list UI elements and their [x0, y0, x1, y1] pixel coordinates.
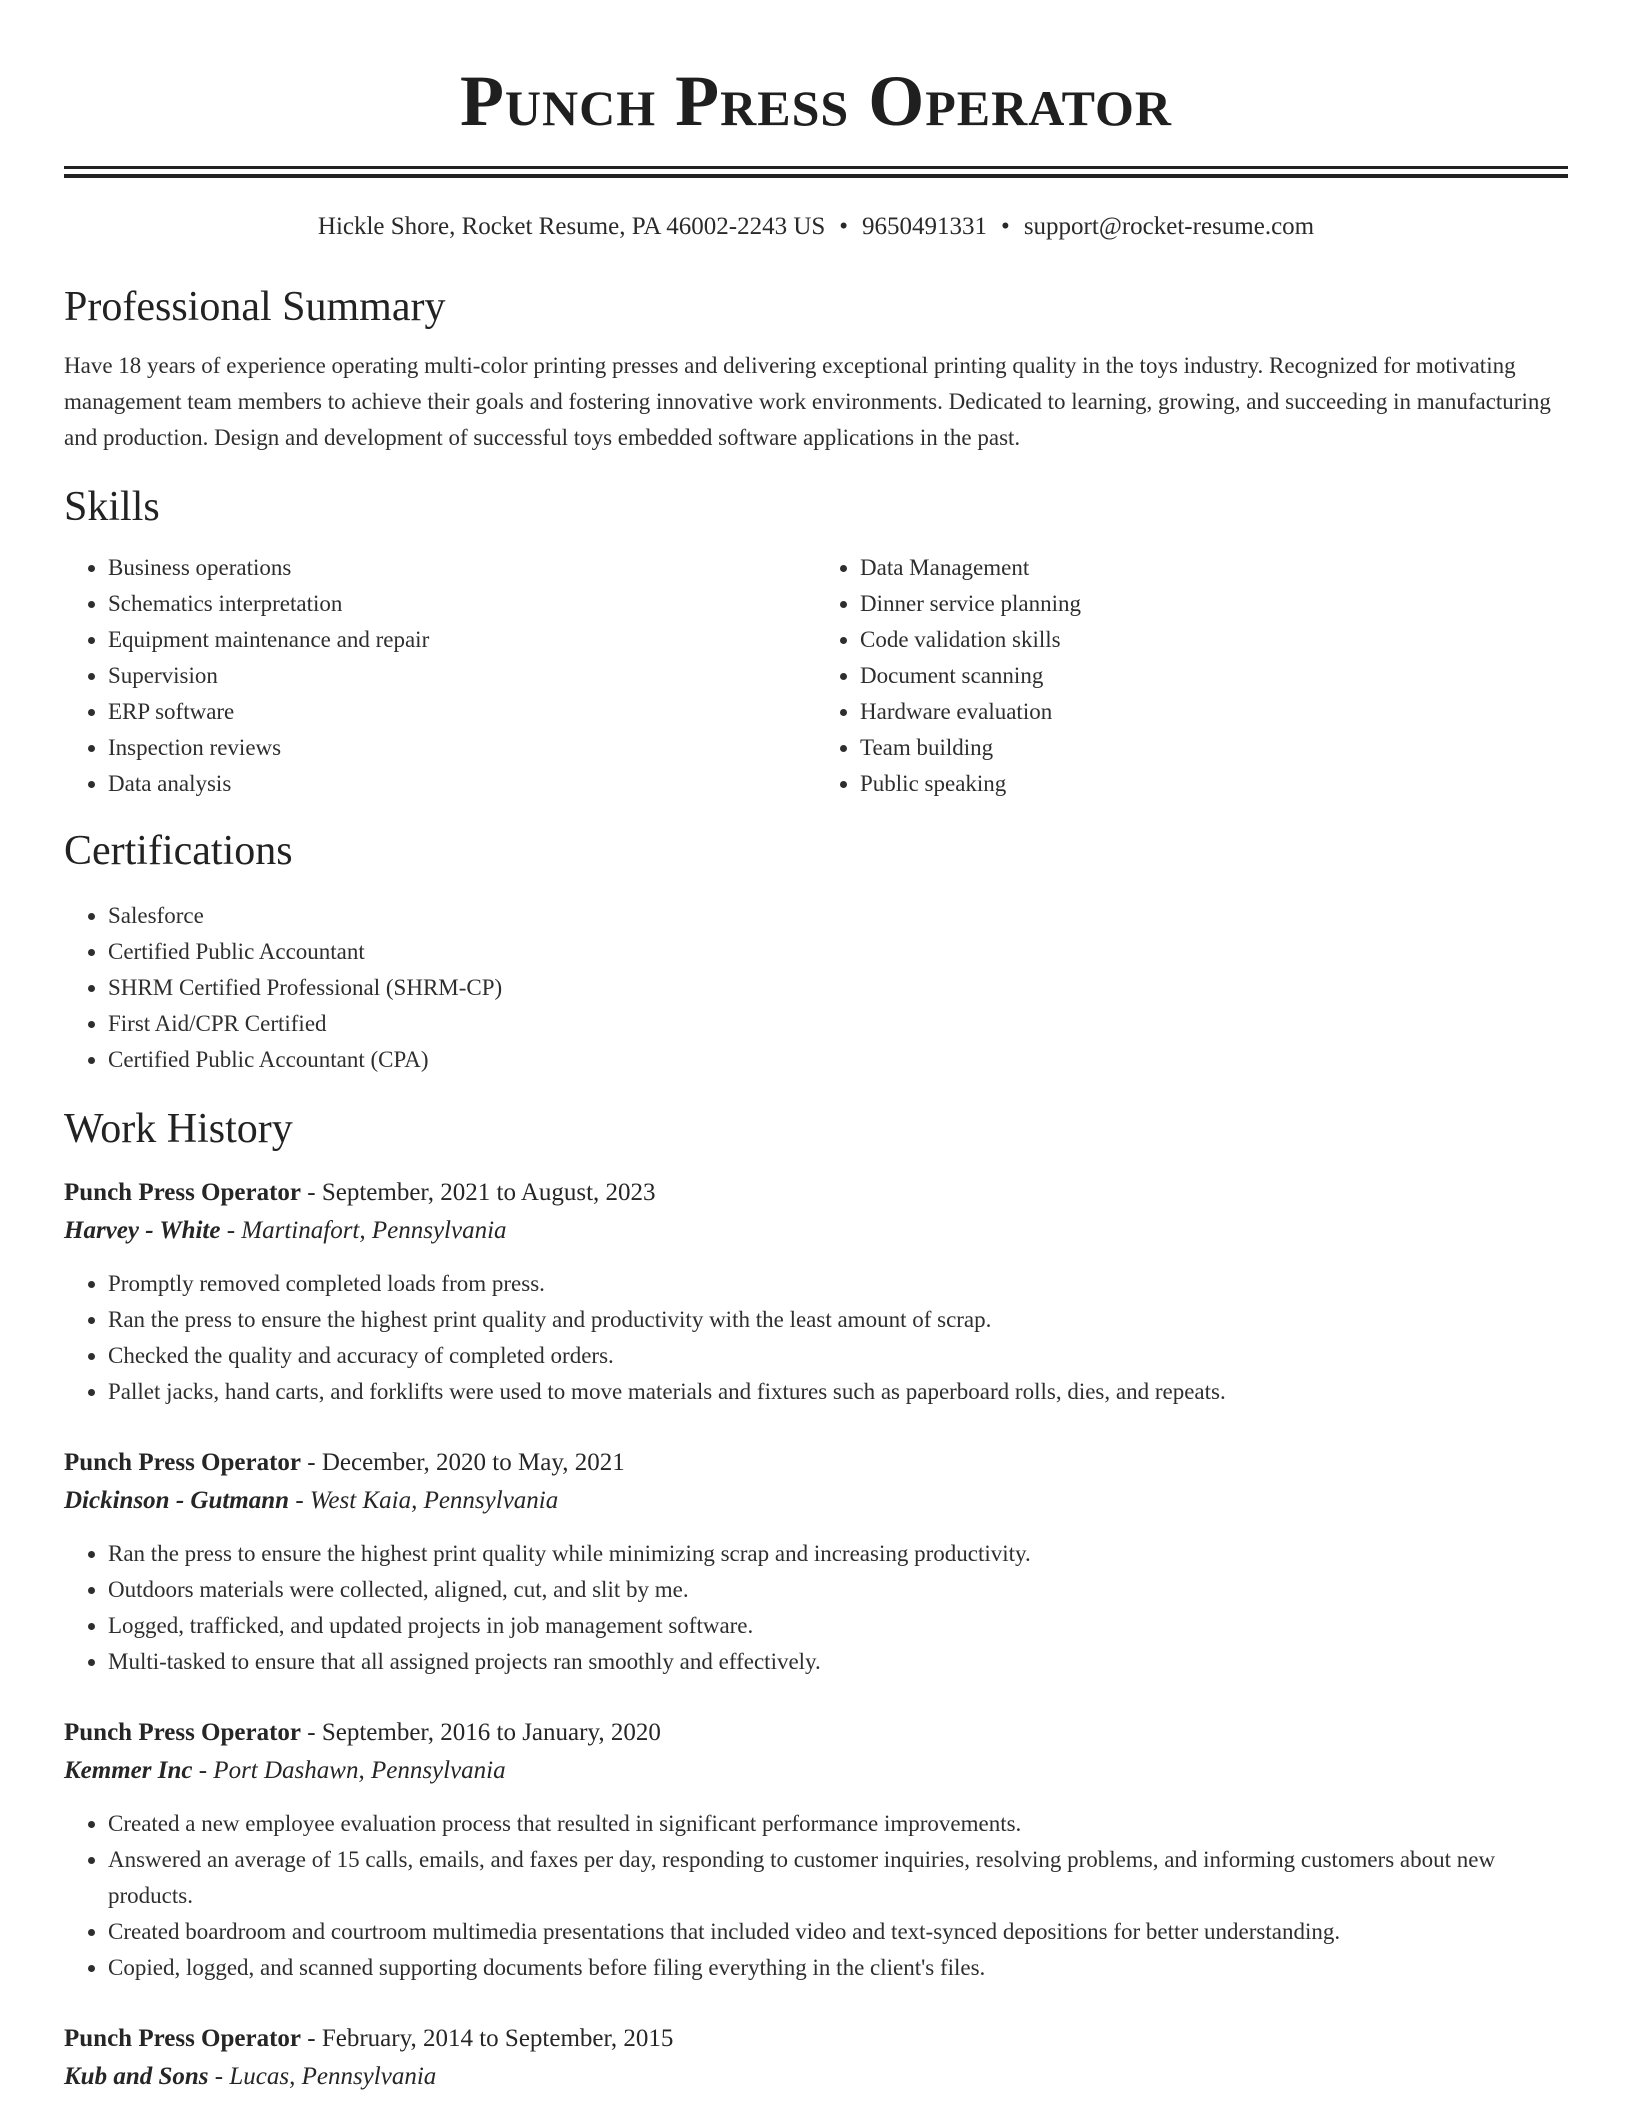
- skills-heading: Skills: [64, 484, 160, 530]
- skills-columns: [64, 550, 1568, 802]
- job-bullet: • Checked the quality and accuracy of completed orders.: [108, 1338, 1568, 1374]
- certification-item: • First Aid/CPR Certified: [108, 1006, 1568, 1042]
- job-bullet: • Promptly removed completed loads from press.: [108, 1266, 1568, 1302]
- certifications-heading: Certifications: [64, 828, 293, 874]
- job-bullet: • Created boardroom and courtroom multimedia presentations that included video and text-synced depositions for better understanding.: [108, 1914, 1568, 1950]
- certification-item: • Certified Public Accountant: [108, 934, 1568, 970]
- job-location: Martinafort, Pennsylvania: [241, 1217, 507, 1244]
- resume-title: Punch Press Operator: [459, 61, 1173, 141]
- job-title-line: Punch Press Operator - September, 2016 to January, 2020: [64, 1719, 661, 1746]
- job-title-line: Punch Press Operator - December, 2020 to May, 2021: [64, 1449, 625, 1476]
- job-company-line: Kemmer Inc - Port Dashawn, Pennsylvania: [64, 1757, 506, 1784]
- job-dates: December, 2020 to May, 2021: [321, 1449, 625, 1476]
- job-company-line: Harvey - White - Martinafort, Pennsylvania: [64, 1217, 507, 1244]
- contact-separator: •: [839, 213, 849, 240]
- job-title: Punch Press Operator: [64, 1179, 302, 1206]
- summary-text: Have 18 years of experience operating multi-color printing presses and delivering exceptional printing quality in the toys industry. Recognized for motivating management team members to achieve their goals and fostering innovative work environments. Dedicated to learning, growing, and succeeding in manufacturing and production. Design and development of successful toys embedded software applications in the past.: [64, 353, 1551, 450]
- job-entry: [64, 1174, 1568, 1410]
- contact-phone: 9650491331: [862, 213, 988, 240]
- job-title: Punch Press Operator: [64, 2025, 302, 2052]
- certification-item: • SHRM Certified Professional (SHRM-CP): [108, 970, 1568, 1006]
- skill-item: • Team building: [860, 730, 1568, 766]
- skill-item: • Business operations: [108, 550, 816, 586]
- skill-item: • Hardware evaluation: [860, 694, 1568, 730]
- job-entry: [64, 1444, 1568, 1680]
- skill-item: • Code validation skills: [860, 622, 1568, 658]
- skill-item: • Data Management: [860, 550, 1568, 586]
- job-bullets: [64, 1536, 1568, 1680]
- job-company: Harvey - White: [64, 1217, 221, 1244]
- job-bullet: • Pallet jacks, hand carts, and forklifts were used to move materials and fixtures such as paperboard rolls, dies, and repeats.: [108, 1374, 1568, 1410]
- job-company-line: Dickinson - Gutmann - West Kaia, Pennsylvania: [64, 1487, 559, 1514]
- job-bullet: • Multi-tasked to ensure that all assigned projects ran smoothly and effectively.: [108, 1644, 1568, 1680]
- job-bullet: • Copied, logged, and scanned supporting documents before filing everything in the client's files.: [108, 1950, 1568, 1986]
- job-company-line: Kub and Sons - Lucas, Pennsylvania: [64, 2063, 437, 2090]
- title-rule-top: [64, 166, 1568, 169]
- job-bullet: • Created a new employee evaluation process that resulted in significant performance improvements.: [108, 1806, 1568, 1842]
- job-dates: February, 2014 to September, 2015: [321, 2025, 674, 2052]
- skills-list-right: [816, 550, 1568, 802]
- certifications-list: [64, 898, 1568, 1078]
- skill-item: • Public speaking: [860, 766, 1568, 802]
- job-title-line: Punch Press Operator - September, 2021 to August, 2023: [64, 1179, 656, 1206]
- skill-item: • Inspection reviews: [108, 730, 816, 766]
- skill-item: • Document scanning: [860, 658, 1568, 694]
- job-dates: September, 2021 to August, 2023: [321, 1179, 656, 1206]
- skill-item: • Schematics interpretation: [108, 586, 816, 622]
- job-entry: [64, 1714, 1568, 1986]
- job-location: West Kaia, Pennsylvania: [309, 1487, 559, 1514]
- job-bullet: • Answered an average of 15 calls, emails, and faxes per day, responding to customer inquiries, resolving problems, and informing customers about new products.: [108, 1842, 1568, 1914]
- job-company: Dickinson - Gutmann: [64, 1487, 290, 1514]
- job-location: Port Dashawn, Pennsylvania: [213, 1757, 506, 1784]
- work-history-heading: Work History: [64, 1106, 293, 1152]
- job-bullets: [64, 1266, 1568, 1410]
- skills-list-left: [64, 550, 816, 802]
- job-bullet: • Ran the press to ensure the highest print quality while minimizing scrap and increasing productivity.: [108, 1536, 1568, 1572]
- job-bullet: • Logged, trafficked, and updated projects in job management software.: [108, 1608, 1568, 1644]
- skill-item: • ERP software: [108, 694, 816, 730]
- skill-item: • Supervision: [108, 658, 816, 694]
- job-bullet: • Outdoors materials were collected, aligned, cut, and slit by me.: [108, 1572, 1568, 1608]
- job-title: Punch Press Operator: [64, 1719, 302, 1746]
- contact-address: Hickle Shore, Rocket Resume, PA 46002-2243 US: [317, 213, 826, 240]
- job-title-line: Punch Press Operator - February, 2014 to September, 2015: [64, 2025, 674, 2052]
- title-rule-bottom: [64, 174, 1568, 178]
- skill-item: • Dinner service planning: [860, 586, 1568, 622]
- job-dates: September, 2016 to January, 2020: [321, 1719, 661, 1746]
- job-company: Kemmer Inc: [64, 1757, 193, 1784]
- contact-line: [64, 212, 1568, 242]
- job-title: Punch Press Operator: [64, 1449, 302, 1476]
- resume-page: [64, 0, 1568, 2096]
- summary-heading: Professional Summary: [64, 284, 446, 330]
- job-bullets: [64, 1806, 1568, 1986]
- certification-item: • Salesforce: [108, 898, 1568, 934]
- skill-item: • Equipment maintenance and repair: [108, 622, 816, 658]
- job-company: Kub and Sons: [64, 2063, 209, 2090]
- job-entry: [64, 2020, 1568, 2096]
- contact-email[interactable]: support@rocket-resume.com: [1023, 213, 1315, 240]
- job-bullet: • Ran the press to ensure the highest print quality and productivity with the least amount of scrap.: [108, 1302, 1568, 1338]
- contact-separator: •: [1001, 213, 1010, 240]
- skill-item: • Data analysis: [108, 766, 816, 802]
- job-location: Lucas, Pennsylvania: [229, 2063, 437, 2090]
- certification-item: • Certified Public Accountant (CPA): [108, 1042, 1568, 1078]
